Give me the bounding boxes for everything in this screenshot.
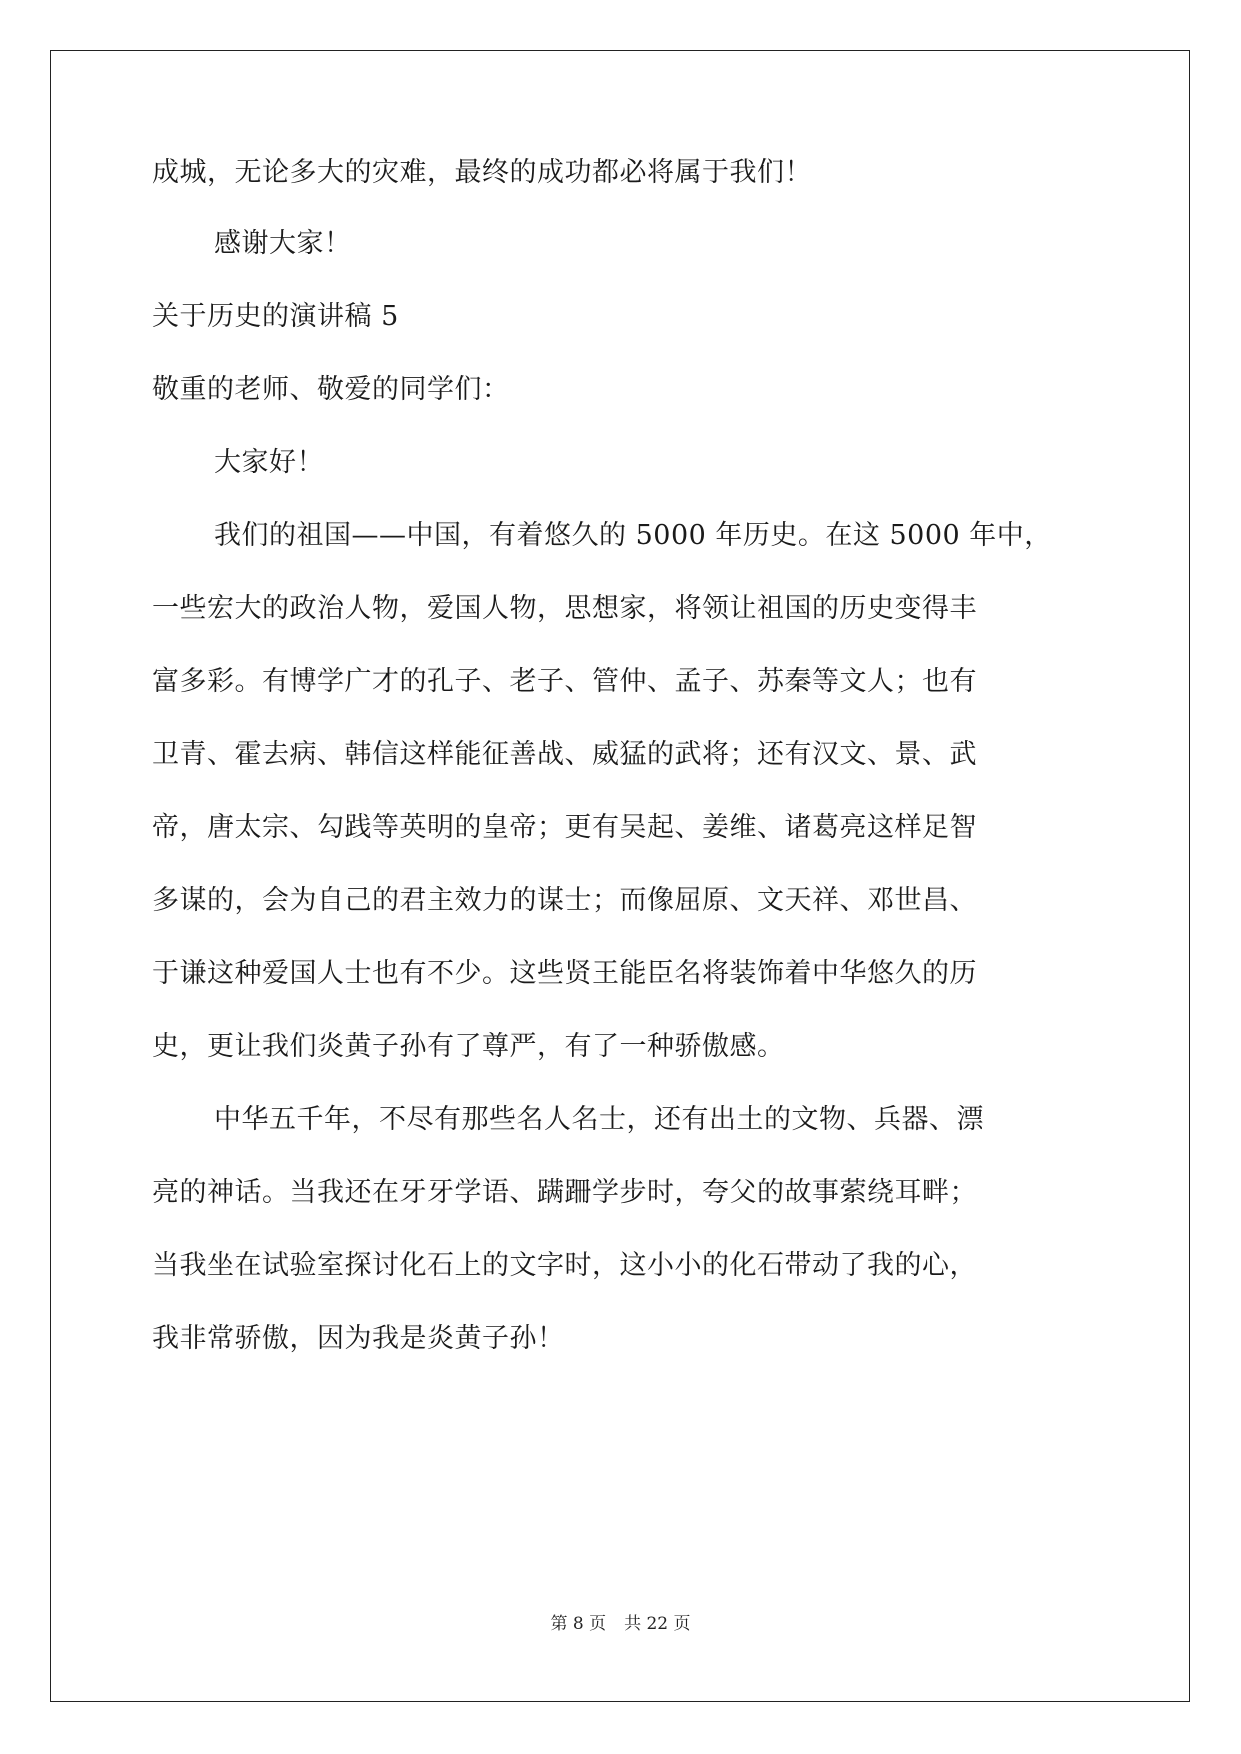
text-line: 多谋的，会为自己的君主效力的谋士；而像屈原、文天祥、邓世昌、: [152, 885, 977, 916]
text-line: 帝，唐太宗、勾践等英明的皇帝；更有吴起、姜维、诸葛亮这样足智: [152, 812, 977, 843]
text-line: 亮的神话。当我还在牙牙学语、蹒跚学步时，夸父的故事萦绕耳畔；: [152, 1177, 977, 1208]
salutation: 敬重的老师、敬爱的同学们：: [152, 374, 510, 405]
text-line: 当我坐在试验室探讨化石上的文字时，这小小的化石带动了我的心，: [152, 1250, 977, 1281]
text-line: 我们的祖国——中国，有着悠久的 5000 年历史。在这 5000 年中，: [214, 520, 1052, 551]
page-border: [50, 50, 1190, 1702]
text-line: 感谢大家！: [214, 228, 352, 259]
text-line: 我非常骄傲，因为我是炎黄子孙！: [152, 1323, 565, 1354]
page-footer: [0, 1612, 1241, 1636]
greeting: 大家好！: [214, 447, 324, 478]
page-total: 共 22 页: [624, 1614, 691, 1634]
page-number: 第 8 页: [550, 1614, 607, 1634]
text-line: 富多彩。有博学广才的孔子、老子、管仲、孟子、苏秦等文人；也有: [152, 666, 977, 697]
text-line: 一些宏大的政治人物，爱国人物，思想家，将领让祖国的历史变得丰: [152, 593, 977, 624]
text-line: 成城，无论多大的灾难，最终的成功都必将属于我们！: [152, 157, 812, 188]
text-line: 于谦这种爱国人士也有不少。这些贤王能臣名将装饰着中华悠久的历: [152, 958, 977, 989]
text-line: 史，更让我们炎黄子孙有了尊严，有了一种骄傲感。: [152, 1031, 785, 1062]
text-line: 卫青、霍去病、韩信这样能征善战、威猛的武将；还有汉文、景、武: [152, 739, 977, 770]
text-line: 中华五千年，不尽有那些名人名士，还有出土的文物、兵器、漂: [214, 1104, 984, 1135]
section-title: 关于历史的演讲稿 5: [152, 301, 399, 332]
